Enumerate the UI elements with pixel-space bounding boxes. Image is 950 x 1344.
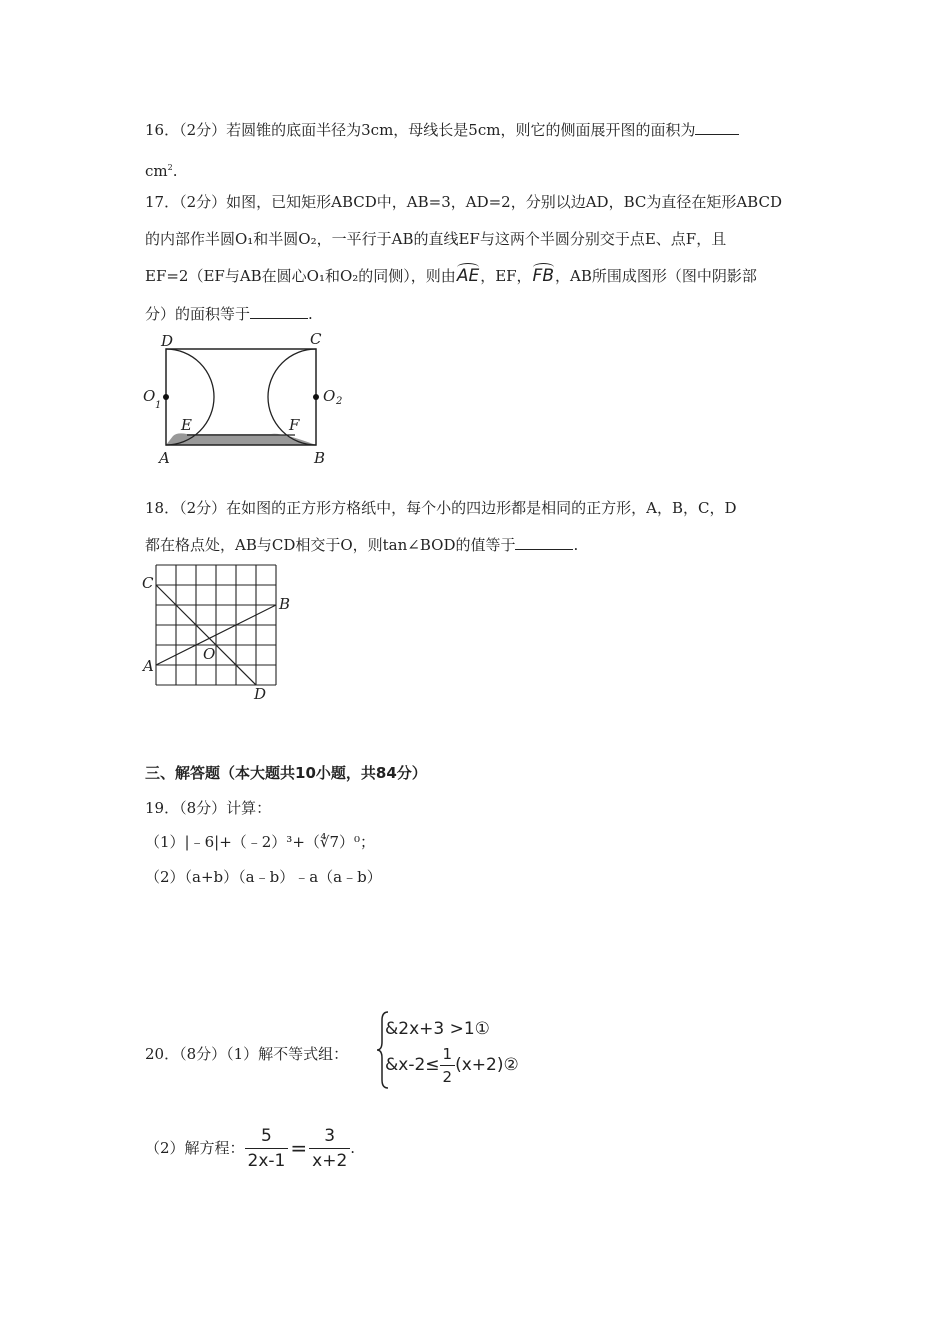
- eq-right-num: 3: [309, 1126, 350, 1149]
- label-c: C: [142, 574, 154, 592]
- q17-line3-a: EF=2（EF与AB在圆心O₁和O₂的同侧），则由: [145, 267, 456, 285]
- label-o: O: [203, 645, 216, 663]
- q19-part2: （2）（a+b）（a﹣b）﹣a（a﹣b）: [145, 868, 382, 886]
- q17-line1: 17．（2分）如图，已知矩形ABCD中，AB=3，AD=2，分别以边AD，BC为直径在矩形ABCD: [145, 193, 782, 211]
- label-c: C: [310, 330, 322, 348]
- ineq2-fraction: [440, 1045, 456, 1086]
- inequality-2: [385, 1044, 519, 1086]
- q19-part1: （1）|﹣6|+（﹣2）³+（∜7）⁰；: [145, 833, 376, 851]
- eq-left-fraction: [245, 1126, 289, 1171]
- segment-cd: [156, 585, 256, 685]
- label-e: E: [181, 416, 192, 434]
- label-o1: O: [143, 387, 156, 405]
- q20-part2-label: （2）解方程：: [145, 1139, 245, 1157]
- q17-line4: [145, 304, 313, 324]
- q16-end: .: [172, 162, 178, 180]
- center-o1: [163, 394, 169, 400]
- label-f: F: [289, 416, 300, 434]
- eq-right-den: x+2: [312, 1150, 348, 1171]
- ineq2-a: &x-2≤: [385, 1055, 440, 1075]
- q17-line3: [145, 266, 757, 286]
- q17-line2: 的内部作半圆O₁和半圆O₂，一平行于AB的直线EF与这两个半圆分别交于点E、点F，且: [145, 230, 727, 248]
- q19-title: 19．（8分）计算：: [145, 799, 272, 817]
- q18-line2: [145, 535, 578, 555]
- inequality-1: &2x+3 >1①: [385, 1019, 490, 1039]
- grid: [156, 565, 276, 685]
- q16-line2: [145, 158, 178, 181]
- eq-right-fraction: [309, 1126, 350, 1171]
- label-a: A: [143, 657, 154, 675]
- q18-line2-end: .: [573, 536, 579, 554]
- arc-fb: FB: [532, 266, 554, 286]
- ineq2-b: (x+2)②: [455, 1055, 519, 1075]
- label-o2-sub: 2: [336, 396, 343, 407]
- ineq2-num: 1: [440, 1045, 456, 1066]
- label-o1-sub: 1: [155, 400, 162, 411]
- q17-figure: [135, 326, 355, 468]
- q20-part1-label: 20．（8分）（1）解不等式组：: [145, 1045, 349, 1063]
- q16-unit: cm: [145, 162, 168, 180]
- q17-answer-blank[interactable]: [250, 304, 308, 319]
- q17-line3-b: ，EF，: [480, 267, 532, 285]
- center-o2: [313, 394, 319, 400]
- eq-end: .: [350, 1139, 356, 1157]
- label-o2: O: [323, 387, 336, 405]
- q16-line1: [145, 120, 739, 140]
- q16-unit-sup: 2: [167, 163, 173, 172]
- q20-part2: [145, 1120, 355, 1176]
- section3-title: 三、解答题（本大题共10小题，共84分）: [145, 764, 427, 782]
- ineq2-den: 2: [442, 1067, 453, 1086]
- arc-ae: AE: [456, 266, 480, 286]
- eq-equals: =: [290, 1136, 308, 1160]
- q17-line4-text: 分）的面积等于: [145, 305, 251, 323]
- label-b: B: [314, 449, 326, 467]
- inequality-system: [385, 1014, 519, 1086]
- eq-left-num: 5: [245, 1126, 289, 1149]
- label-d: D: [254, 685, 267, 703]
- label-b: B: [279, 595, 291, 613]
- q17-line4-end: .: [308, 305, 313, 323]
- q16-text: 16．（2分）若圆锥的底面半径为3cm，母线长是5cm，则它的侧面展开图的面积为: [145, 121, 696, 139]
- q18-figure: [135, 555, 305, 705]
- eq-left-den: 2x-1: [247, 1150, 286, 1171]
- label-a: A: [159, 449, 170, 467]
- q18-answer-blank[interactable]: [515, 535, 573, 550]
- q17-line3-c: ，AB所围成图形（图中阴影部: [555, 267, 757, 285]
- q16-answer-blank[interactable]: [695, 120, 739, 135]
- q18-line1: 18．（2分）在如图的正方形方格纸中，每个小的四边形都是相同的正方形，A，B，C，D: [145, 499, 737, 517]
- label-d: D: [161, 332, 174, 350]
- q18-line2-text: 都在格点处，AB与CD相交于O，则tan∠BOD的值等于: [145, 536, 516, 554]
